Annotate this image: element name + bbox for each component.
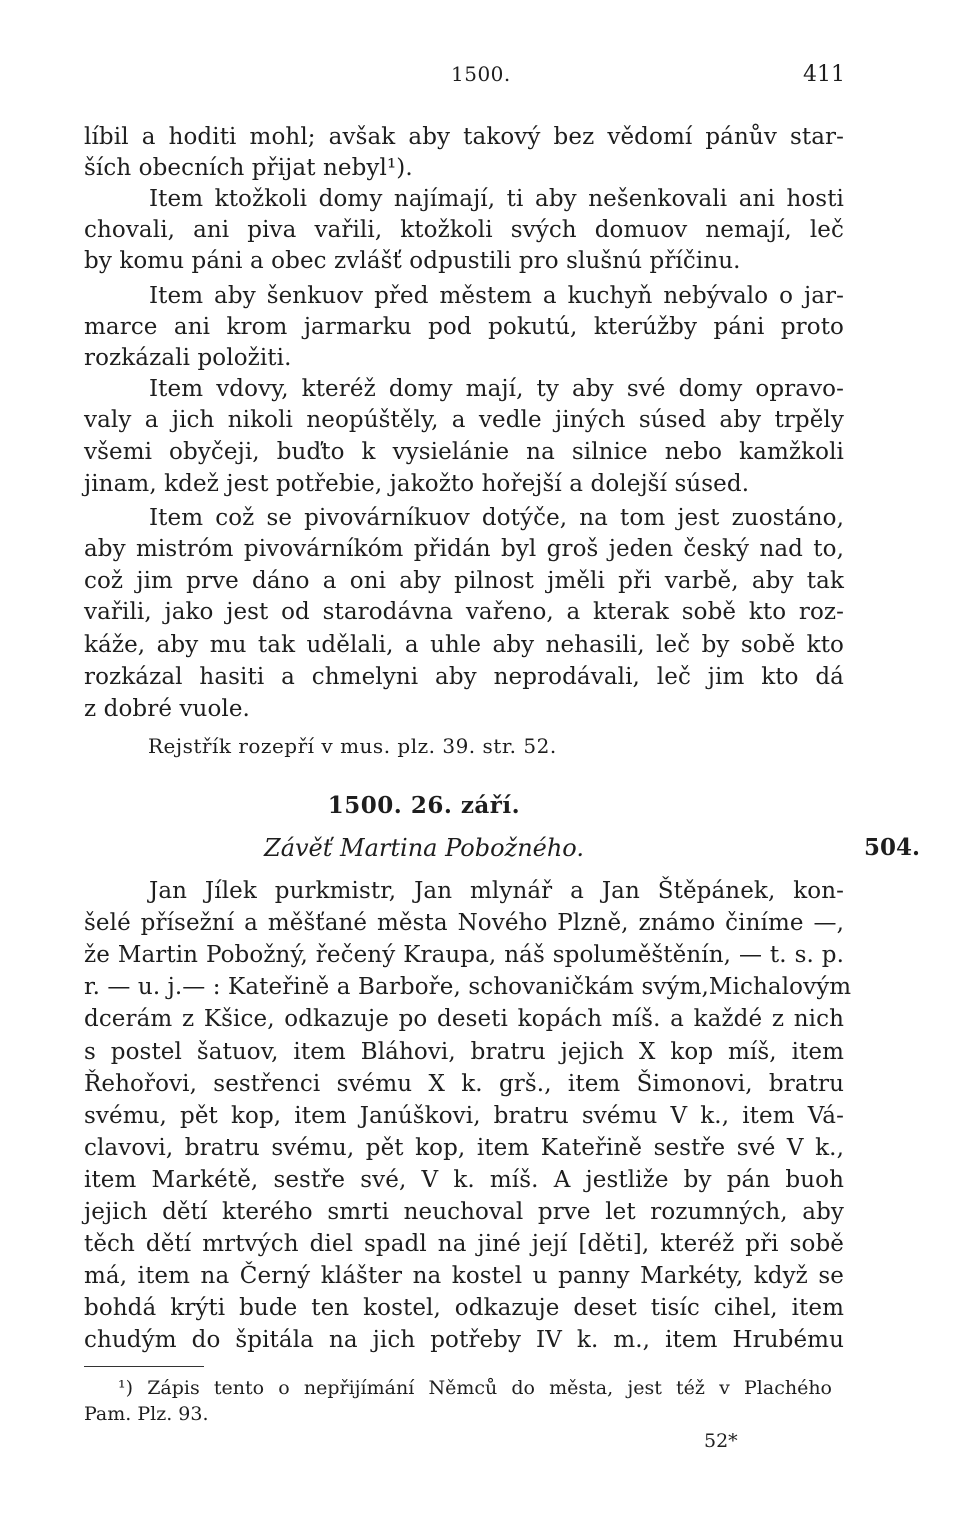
footnote-rule (84, 1366, 204, 1367)
text-line: šelé přísežní a měšťané města Nového Plzně, známo činíme —, (84, 910, 844, 936)
source-citation: Rejstřík rozepří v mus. plz. 39. str. 52. (148, 734, 557, 758)
page-number: 411 (803, 62, 845, 87)
text-line: káže, aby mu tak udělali, a uhle aby nehasili, leč by sobě kto (84, 632, 844, 658)
text-line: dcerám z Kšice, odkazuje po deseti kopách míš. a každé z nich (84, 1006, 844, 1032)
text-line: těch dětí mrtvých diel spadl na jiné její [děti], kteréž při sobě (84, 1231, 844, 1257)
footnote-line: ¹) Zápis tento o nepřijímání Němců do města, jest též v Plachého (118, 1377, 832, 1399)
text-line: r. — u. j.— : Kateřině a Barboře, schovaničkám svým,Michalovým (84, 974, 852, 1000)
text-line: Item vdovy, kteréž domy mají, ty aby své domy opravo- (149, 376, 844, 402)
text-line: rozkázali položiti. (84, 345, 292, 371)
text-line: Řehořovi, sestřenci svému X k. grš., item Šimonovi, bratru (84, 1071, 844, 1097)
text-line: má, item na Černý klášter na kostel u panny Markéty, když se (84, 1263, 844, 1289)
text-line: Item ktožkoli domy najímají, ti aby nešenkovali ani hosti (149, 186, 844, 212)
text-line: vařili, jako jest od starodávna vařeno, a kterak sobě kto roz- (84, 599, 844, 625)
text-line: jinam, kdež jest potřebie, jakožto hořejší a dolejší súsed. (84, 471, 750, 497)
document-number: 504. (863, 834, 920, 861)
text-line: marce ani krom jarmarku pod pokutú, kterúžby páni proto (84, 314, 844, 340)
text-line: rozkázal hasiti a chmelyni aby neprodávali, leč jim kto dá (84, 664, 844, 690)
text-line: valy a jich nikoli neopúštěly, a vedle jiných súsed aby trpěly (84, 407, 844, 433)
text-line: jejich dětí kterého smrti neuchoval prve let rozumných, aby (84, 1199, 844, 1225)
text-line: s postel šatuov, item Bláhovi, bratru jejich X kop míš, item (84, 1039, 844, 1065)
running-head-year: 1500. (451, 62, 511, 86)
text-line: clavovi, bratru svému, pět kop, item Kateřině sestře své V k., (84, 1135, 844, 1161)
text-line: že Martin Pobožný, řečený Kraupa, náš spoluměštěnín, — t. s. p. (84, 942, 844, 968)
footnote-line: Pam. Plz. 93. (84, 1403, 209, 1425)
text-line: bohdá krýti bude ten kostel, odkazuje deset tisíc cihel, item (84, 1295, 844, 1321)
text-line: z dobré vuole. (84, 696, 250, 722)
text-line: všemi obyčeji, buďto k vysielánie na silnice nebo kamžkoli (84, 439, 844, 465)
text-line: aby mistróm pivovárníkóm přidán byl groš jeden český nad to, (84, 536, 844, 562)
document-date: 1500. 26. září. (327, 792, 521, 819)
text-line: item Markétě, sestře své, V k. míš. A jestliže by pán buoh (84, 1167, 844, 1193)
text-line: chudým do špitála na jich potřeby IV k. m., item Hrubému (84, 1327, 844, 1353)
text-line: líbil a hoditi mohl; avšak aby takový bez vědomí pánův star- (84, 124, 844, 150)
text-line: svému, pět kop, item Janúškovi, bratru svému V k., item Vá- (84, 1103, 844, 1129)
text-line: což jim prve dáno a oni aby pilnost jměli při varbě, aby tak (84, 568, 844, 594)
text-line: Item což se pivovárníkuov dotýče, na tom jest zuostáno, (149, 505, 844, 531)
document-title: Závěť Martina Pobožného. (264, 834, 584, 862)
text-line: Item aby šenkuov před městem a kuchyň nebývalo o jar- (149, 283, 844, 309)
signature-mark: 52* (704, 1430, 738, 1452)
text-line: ších obecních přijat nebyl¹). (84, 155, 413, 181)
text-line: Jan Jílek purkmistr, Jan mlynář a Jan Štěpánek, kon- (149, 878, 844, 904)
text-line: chovali, ani piva vařili, ktožkoli svých domuov nemají, leč (84, 217, 844, 243)
text-line: by komu páni a obec zvlášť odpustili pro slušnú příčinu. (84, 248, 741, 274)
